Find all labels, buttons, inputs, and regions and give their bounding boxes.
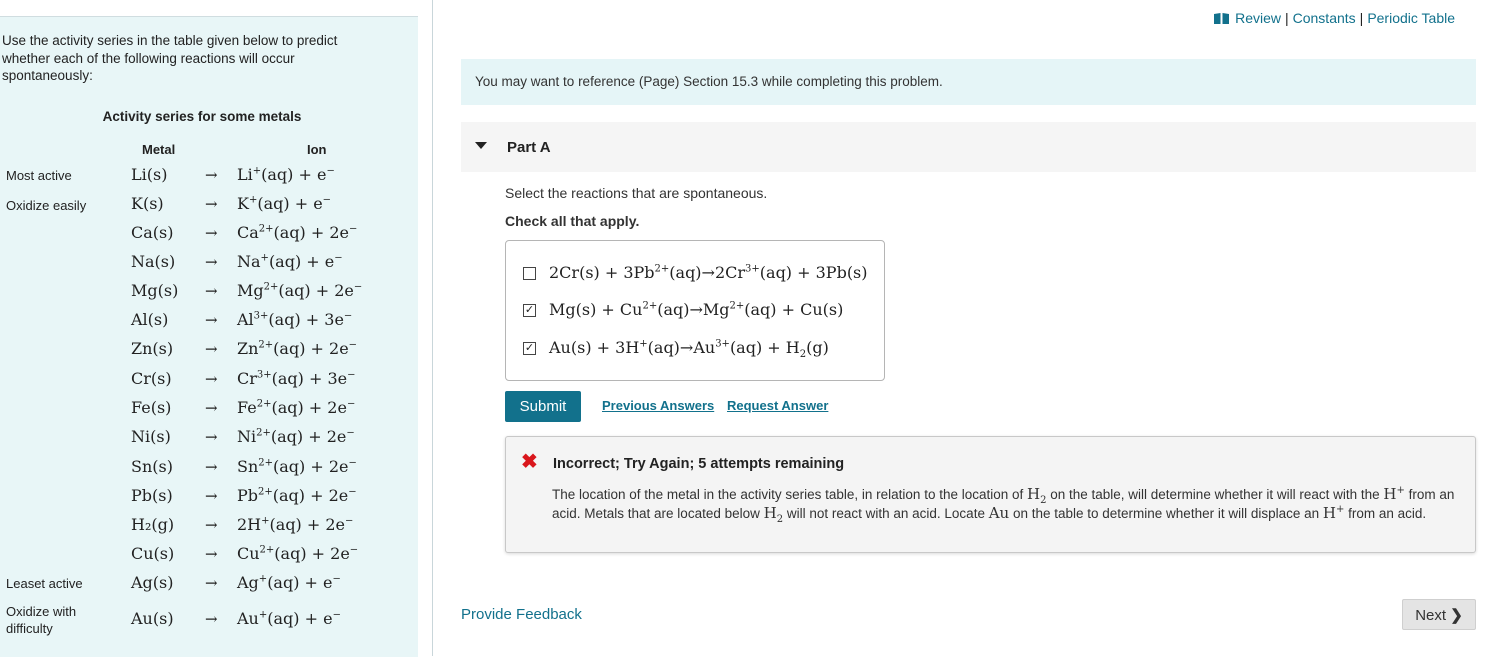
next-label: Next — [1415, 606, 1447, 624]
feedback-box — [505, 436, 1476, 553]
checkbox[interactable]: ✓ — [524, 342, 535, 354]
metal-cell: H₂(g) — [131, 515, 175, 534]
book-icon — [1214, 13, 1229, 24]
metal-cell: Li(s) — [131, 165, 168, 184]
metal-cell: Sn(s) — [131, 457, 173, 476]
provide-feedback-link[interactable]: Provide Feedback — [461, 606, 582, 623]
chevron-right-icon: ❯ — [1450, 606, 1463, 624]
link-separator: | — [1359, 10, 1364, 26]
check-all-text: Check all that apply. — [505, 213, 640, 229]
metal-cell: Mg(s) — [131, 281, 179, 300]
metal-cell: Au(s) — [131, 609, 174, 628]
least-active-label: Leaset active — [6, 576, 83, 591]
arrow-icon: → — [205, 428, 218, 446]
ion-cell: $Ca^{2+}(aq) + 2e^-$ — [237, 223, 358, 242]
choice-text: $2Cr(s) + 3Pb^{2+}(aq)\to 2Cr^{3+}(aq) + 3Pb(s)$ — [549, 263, 868, 282]
arrow-icon: → — [205, 282, 218, 300]
ion-cell: $Pb^{2+}(aq) + 2e^-$ — [237, 486, 357, 505]
arrow-icon: → — [205, 166, 218, 184]
arrow-icon: → — [205, 458, 218, 476]
checkbox[interactable] — [523, 267, 536, 280]
choice-text: $Mg(s) + Cu^{2+}(aq)\to Mg^{2+}(aq) + Cu(s)$ — [549, 300, 844, 319]
previous-answers-link[interactable]: Previous Answers — [602, 398, 715, 413]
oxidize-difficulty-label: Oxidize with difficulty — [6, 604, 77, 636]
ion-cell: $Sn^{2+}(aq) + 2e^-$ — [237, 457, 357, 476]
panel-divider — [432, 0, 433, 656]
oxidize-easily-label: Oxidize easily — [6, 198, 87, 213]
metal-cell: Fe(s) — [131, 398, 172, 417]
ion-cell: $Cu^{2+}(aq) + 2e^-$ — [237, 544, 359, 563]
checkbox[interactable]: ✓ — [524, 304, 535, 316]
metal-cell: Pb(s) — [131, 486, 173, 505]
arrow-icon: → — [205, 224, 218, 242]
part-header[interactable] — [461, 122, 1476, 172]
ion-cell: Li+(aq) + e− — [237, 165, 335, 184]
intro-text: Use the activity series in the table given below to predict whether each of the following reactions will occur spontaneously: — [2, 33, 338, 83]
collapse-caret-icon[interactable] — [475, 142, 487, 149]
arrow-icon: → — [205, 370, 218, 388]
arrow-icon: → — [205, 253, 218, 271]
arrow-icon: → — [205, 574, 218, 592]
arrow-icon: → — [205, 340, 218, 358]
table-title: Activity series for some metals — [102, 109, 302, 124]
arrow-icon: → — [205, 311, 218, 329]
arrow-icon: → — [205, 195, 218, 213]
ion-cell: 2H+(aq) + 2e− — [237, 515, 354, 534]
arrow-icon: → — [205, 610, 218, 628]
metal-cell: K(s) — [131, 194, 164, 213]
metal-cell: Na(s) — [131, 252, 176, 271]
top-links — [1214, 10, 1455, 26]
metal-column-header: Metal — [142, 142, 176, 157]
answer-choices — [505, 240, 885, 381]
feedback-title: Incorrect; Try Again; 5 attempts remaining — [553, 456, 845, 472]
most-active-label: Most active — [6, 168, 72, 183]
request-answer-link[interactable]: Request Answer — [727, 398, 829, 413]
metal-cell: Ca(s) — [131, 223, 174, 242]
metal-cell: Ag(s) — [131, 573, 174, 592]
arrow-icon: → — [205, 399, 218, 417]
periodic-table-link[interactable]: Periodic Table — [1367, 10, 1455, 26]
submit-button[interactable]: Submit — [505, 391, 581, 422]
metal-cell: Zn(s) — [131, 339, 174, 358]
metal-cell: Al(s) — [131, 310, 169, 329]
ion-cell: $Cr^{3+}(aq) + 3e^-$ — [237, 369, 356, 388]
ion-cell: Ag+(aq) + e− — [237, 573, 341, 592]
ion-cell: Au+(aq) + e− — [237, 609, 341, 628]
feedback-text: The location of the metal in the activity series table, in relation to the location of $H_2$ on the table, will determine whether it will react with the H+ from an acid. Metals that are located below $H_2$ will not react with an acid. Locate Au on the table to determine whether it will displace an H+ from an acid. — [552, 485, 1455, 525]
review-link[interactable]: Review — [1235, 10, 1281, 26]
ion-cell: $Zn^{2+}(aq) + 2e^-$ — [237, 339, 358, 358]
choice-text: $Au(s) + 3H^+(aq)\to Au^{3+}(aq) + H_2(g)$ — [549, 338, 829, 361]
constants-link[interactable]: Constants — [1292, 10, 1356, 26]
link-separator: | — [1284, 10, 1289, 26]
arrow-icon: → — [205, 516, 218, 534]
ion-cell: $Mg^{2+}(aq) + 2e^-$ — [237, 281, 363, 300]
x-icon: ✖ — [521, 451, 538, 473]
arrow-icon: → — [205, 545, 218, 563]
part-label: Part A — [507, 139, 551, 156]
activity-panel — [0, 16, 418, 657]
ion-cell: K+(aq) + e− — [237, 194, 332, 213]
metal-cell: Cr(s) — [131, 369, 172, 388]
ion-cell: $Al^{3+}(aq) + 3e^-$ — [237, 310, 353, 329]
metal-cell: Cu(s) — [131, 544, 175, 563]
ion-column-header: Ion — [307, 142, 327, 157]
instruction-text: Select the reactions that are spontaneous. — [505, 185, 768, 201]
metal-cell: Ni(s) — [131, 427, 171, 446]
ion-cell: $Ni^{2+}(aq) + 2e^-$ — [237, 427, 355, 446]
reference-note: You may want to reference (Page) Section 15.3 while completing this problem. — [461, 59, 1476, 105]
next-button[interactable] — [1402, 599, 1476, 630]
ion-cell: $Fe^{2+}(aq) + 2e^-$ — [237, 398, 356, 417]
ion-cell: Na+(aq) + e− — [237, 252, 343, 271]
arrow-icon: → — [205, 487, 218, 505]
